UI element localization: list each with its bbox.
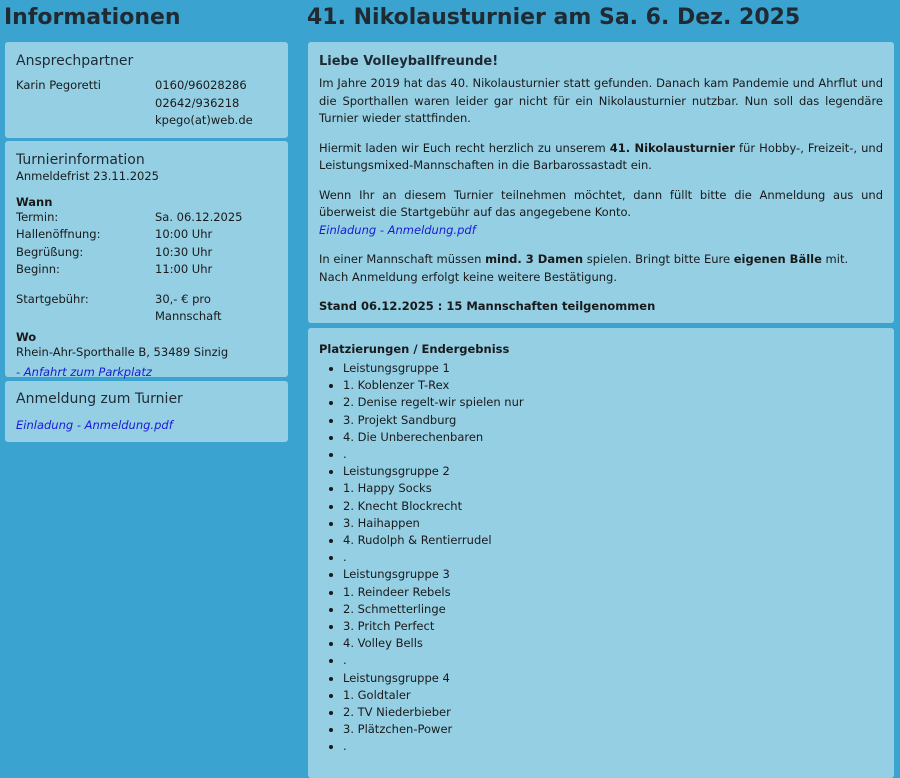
contact-details — [155, 77, 253, 130]
paragraph-invitation — [319, 140, 883, 175]
where-label: Wo — [16, 329, 37, 344]
when-label: Wann — [16, 194, 53, 209]
contact-heading: Ansprechpartner — [16, 53, 134, 69]
result-item: • 2. TV Niederbieber — [343, 704, 883, 721]
contact-phone1: 0160/96028286 — [155, 78, 247, 92]
results-title: Platzierungen / Endergebniss — [319, 342, 510, 356]
result-item: • . — [343, 738, 883, 755]
result-item: • 1. Reindeer Rebels — [343, 584, 883, 601]
tournament-info-card — [5, 141, 288, 377]
text: für Hobby-, Freizeit-, und Leistungsmixed-Mannschaften in die Barbarossastadt ein. — [319, 140, 883, 172]
registration-pdf-link[interactable]: Einladung - Anmeldung.pdf — [16, 418, 173, 432]
result-item: • Leistungsgruppe 2 — [343, 463, 883, 480]
contact-email: kpego(at)web.de — [155, 113, 253, 127]
result-item: • 2. Denise regelt-wir spielen nur — [343, 394, 883, 411]
text: Nach Anmeldung erfolgt keine weitere Bestätigung. — [319, 269, 617, 284]
venue: Rhein-Ahr-Sporthalle B, 53489 Sinzig — [16, 344, 229, 359]
result-item: • . — [343, 446, 883, 463]
paragraph-history: Im Jahre 2019 hat das 40. Nikolausturnier statt gefunden. Danach kam Pandemie und Ahrflut und die Sporthallen waren leider gar nicht für ein Nikolausturnier nutzbar. Nun soll das legendäre Turnier wieder stattfinden. — [319, 76, 883, 125]
paragraph-registration — [319, 187, 883, 240]
tournament-heading: Turnierinformation — [16, 152, 145, 168]
info-row-doors — [16, 226, 277, 244]
status-text: Stand 06.12.2025 : 15 Mannschaften teilgenommen — [319, 299, 656, 313]
deadline: Anmeldefrist 23.11.2025 — [16, 169, 159, 183]
info-row-start — [16, 261, 277, 279]
fee-label: Startgebühr: — [16, 291, 89, 306]
result-item: • 3. Haihappen — [343, 515, 883, 532]
sidebar-title: Informationen — [4, 5, 181, 30]
status-line — [319, 298, 883, 316]
info-key: Begrüßung: — [16, 244, 84, 259]
result-item: • . — [343, 652, 883, 669]
results-list — [319, 360, 883, 756]
result-item: • 3. Plätzchen-Power — [343, 721, 883, 738]
contact-row — [16, 77, 277, 130]
result-item: • 3. Pritch Perfect — [343, 618, 883, 635]
results-card — [308, 328, 894, 778]
info-value: Sa. 06.12.2025 — [155, 209, 243, 224]
text-bold: 41. Nikolausturnier — [609, 140, 735, 155]
announcement-card — [308, 42, 894, 323]
result-item: • . — [343, 549, 883, 566]
contact-name: Karin Pegoretti — [16, 78, 101, 92]
contact-card — [5, 42, 288, 138]
info-row-welcome — [16, 244, 277, 262]
paragraph-rules — [319, 251, 883, 286]
contact-phone2: 02642/936218 — [155, 95, 240, 110]
result-item: • 4. Volley Bells — [343, 635, 883, 652]
info-value: 10:00 Uhr — [155, 227, 213, 241]
text: mit. — [821, 252, 849, 266]
result-item: • 4. Rudolph & Rentierrudel — [343, 532, 883, 549]
directions-link[interactable]: - Anfahrt zum Parkplatz — [16, 365, 152, 379]
result-item: • 2. Schmetterlinge — [343, 601, 883, 618]
greeting: Liebe Volleyballfreunde! — [319, 54, 499, 69]
text: spielen. Bringt bitte Eure — [583, 252, 734, 266]
result-item: • 1. Koblenzer T-Rex — [343, 377, 883, 394]
invitation-pdf-link[interactable]: Einladung - Anmeldung.pdf — [319, 222, 476, 237]
info-value: 11:00 Uhr — [155, 262, 213, 276]
page-title: 41. Nikolausturnier am Sa. 6. Dez. 2025 — [307, 5, 801, 30]
result-item: • 1. Goldtaler — [343, 687, 883, 704]
text: Hiermit laden wir Euch recht herzlich zu unserem — [319, 140, 610, 155]
text-bold: mind. 3 Damen — [485, 252, 584, 266]
result-item: • 1. Happy Socks — [343, 480, 883, 497]
registration-card — [5, 381, 288, 442]
result-item: • Leistungsgruppe 4 — [343, 670, 883, 687]
info-row-fee — [16, 291, 277, 326]
result-item: • 4. Die Unberechenbaren — [343, 429, 883, 446]
result-item: • 2. Knecht Blockrecht — [343, 498, 883, 515]
text: In einer Mannschaft müssen — [319, 252, 486, 266]
result-item: • 3. Projekt Sandburg — [343, 412, 883, 429]
info-key: Hallenöffnung: — [16, 227, 101, 241]
info-key: Beginn: — [16, 262, 60, 276]
info-value: 10:30 Uhr — [155, 244, 213, 259]
result-item: • Leistungsgruppe 1 — [343, 360, 883, 377]
result-item: • Leistungsgruppe 3 — [343, 566, 883, 583]
text: Wenn Ihr an diesem Turnier teilnehmen möchtet, dann füllt bitte die Anmeldung aus und überweist die Startgebühr auf das angegebene Konto. — [319, 187, 883, 219]
fee-value: 30,- € pro Mannschaft — [155, 291, 222, 323]
text-bold: eigenen Bälle — [733, 252, 822, 266]
info-key: Termin: — [16, 209, 59, 224]
info-row-date — [16, 209, 277, 227]
registration-heading: Anmeldung zum Turnier — [16, 391, 183, 407]
